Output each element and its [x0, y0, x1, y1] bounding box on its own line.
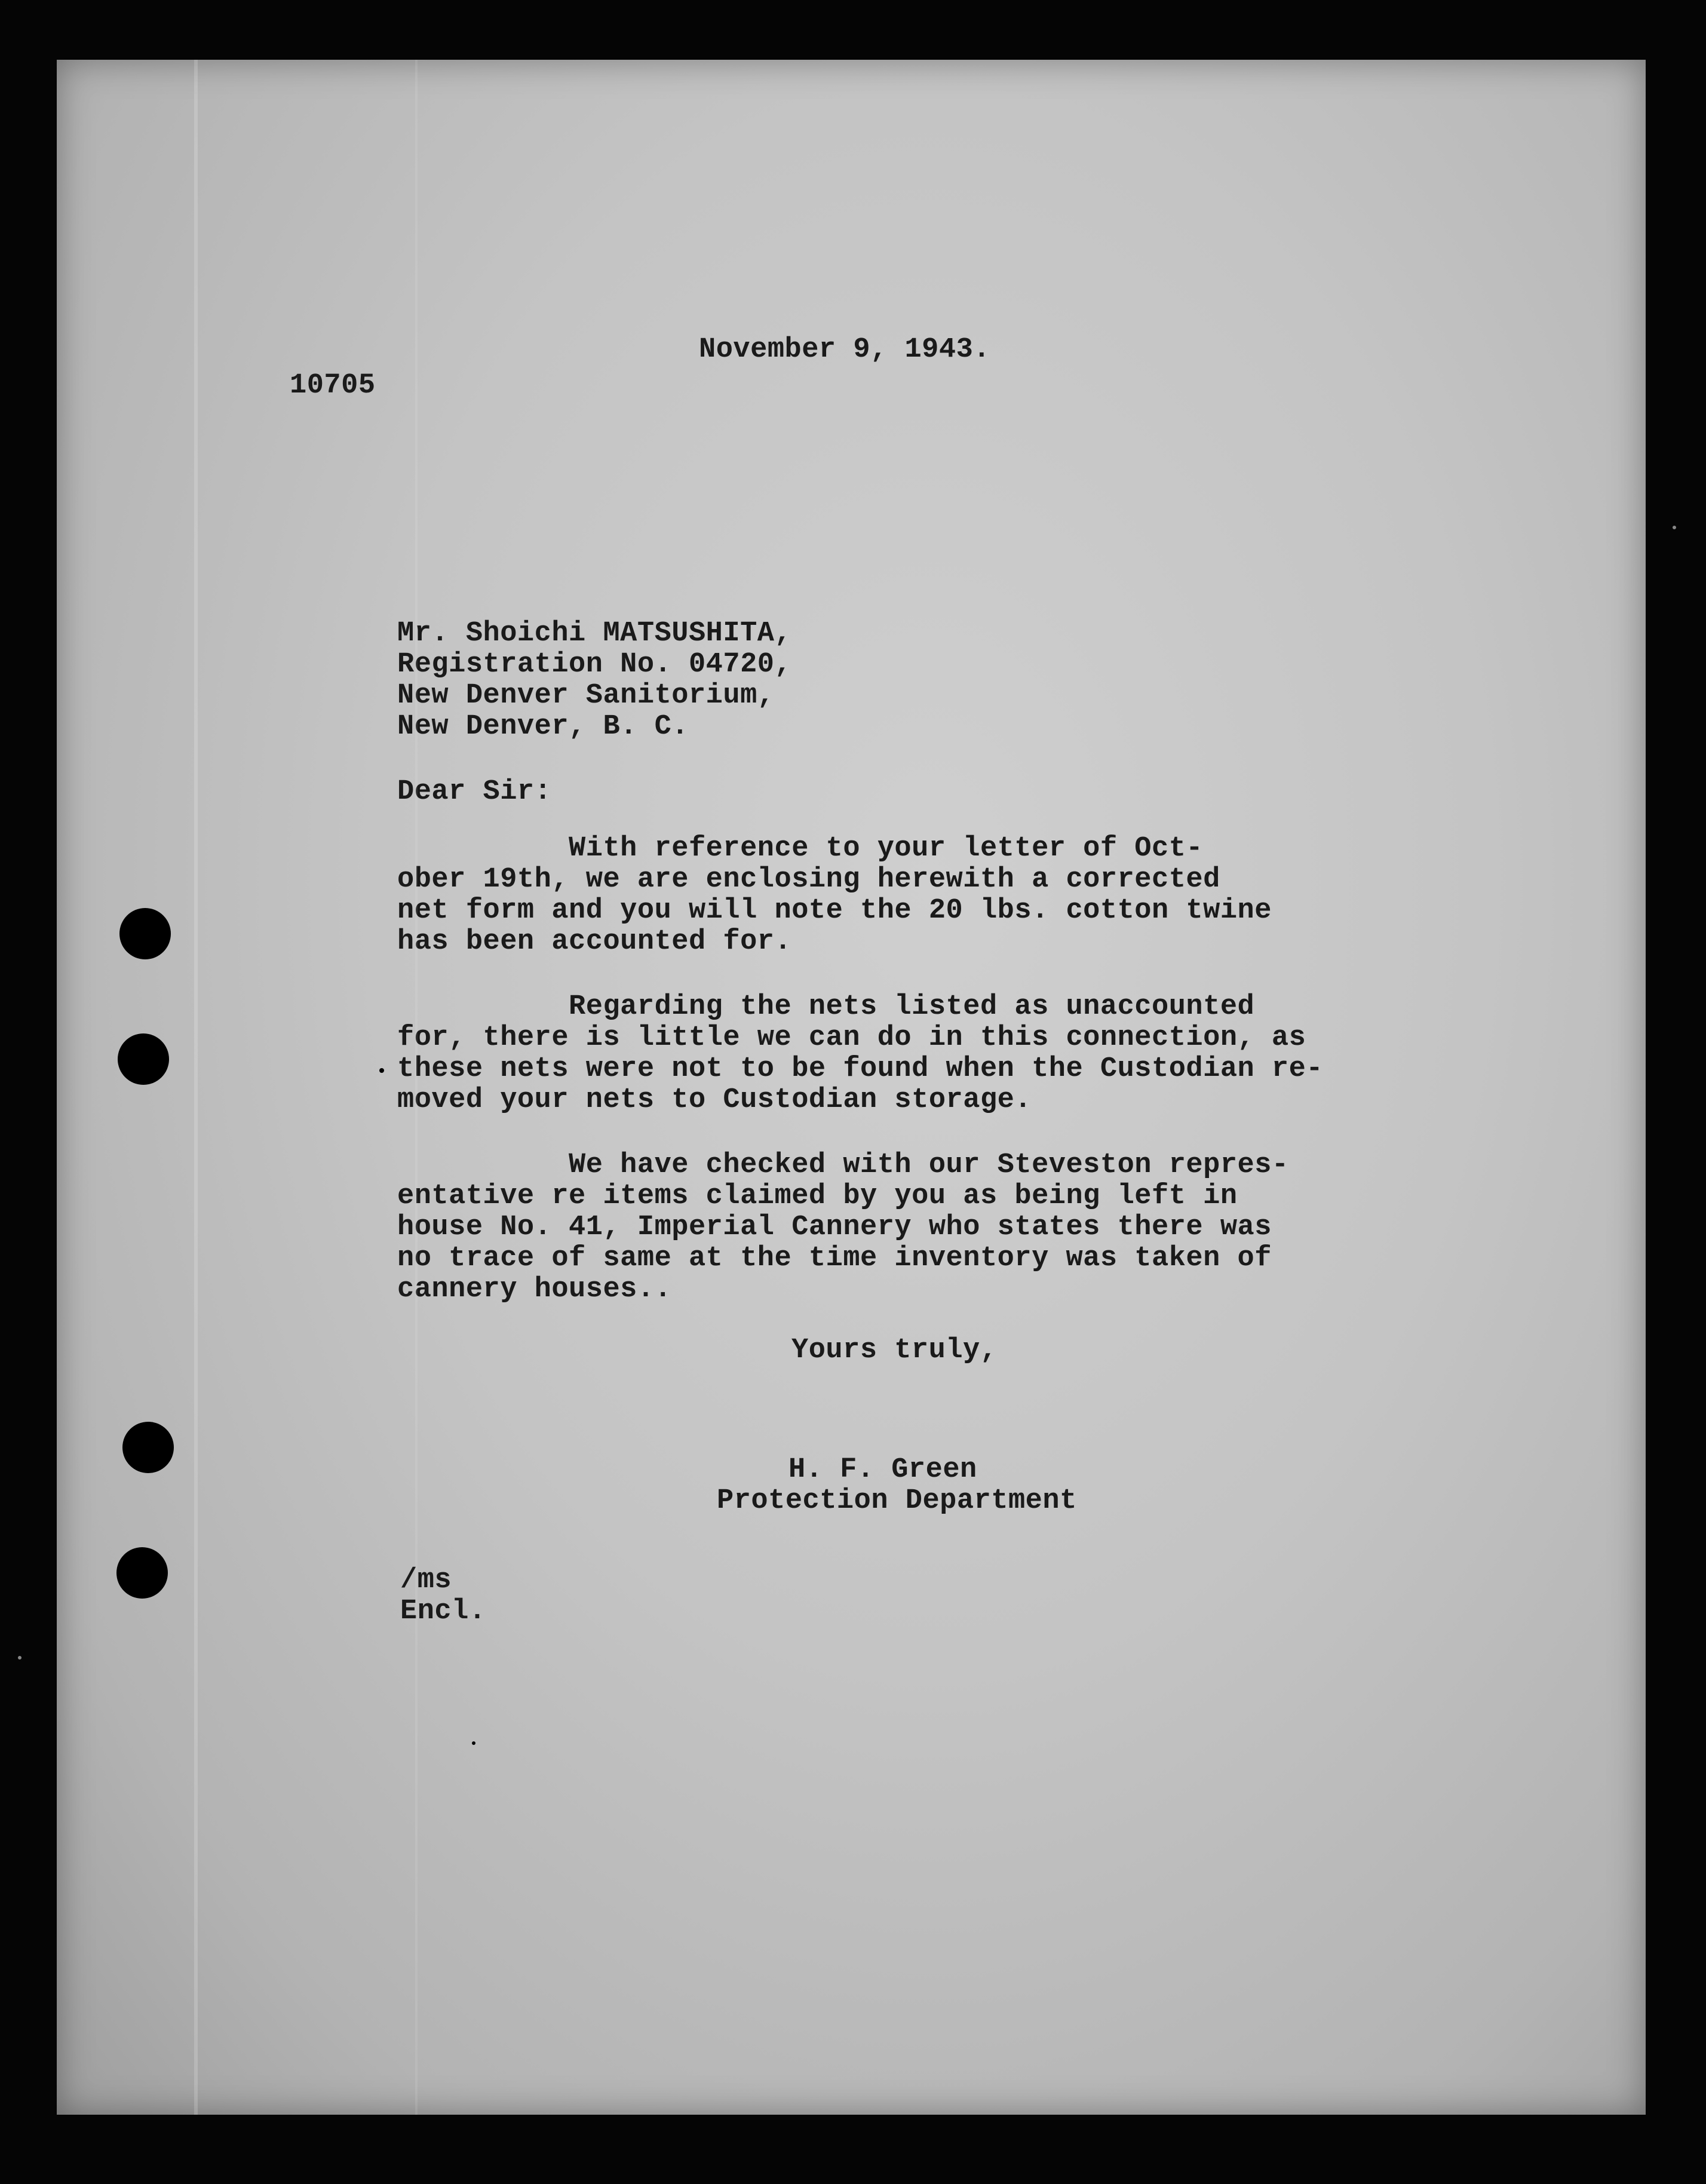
body-line: moved your nets to Custodian storage.: [397, 1084, 1032, 1116]
body-line: for, there is little we can do in this connection, as: [397, 1022, 1306, 1054]
closing: Yours truly,: [791, 1335, 998, 1366]
film-speck: [472, 1741, 475, 1745]
punch-hole: [116, 1547, 168, 1599]
recipient-line: Mr. Shoichi MATSUSHITA,: [397, 618, 792, 649]
punch-hole: [122, 1422, 174, 1473]
body-line: net form and you will note the 20 lbs. cotton twine: [397, 895, 1272, 927]
recipient-line: Registration No. 04720,: [397, 649, 792, 680]
film-speck: [18, 1656, 22, 1660]
body-line: has been accounted for.: [397, 926, 792, 958]
body-line: house No. 41, Imperial Cannery who states there was: [397, 1211, 1272, 1243]
recipient-line: New Denver Sanitorium,: [397, 680, 775, 711]
recipient-line: New Denver, B. C.: [397, 711, 689, 743]
body-line: ober 19th, we are enclosing herewith a corrected: [397, 864, 1220, 895]
letter-page: [57, 60, 1646, 2115]
body-line: We have checked with our Steveston repres-: [397, 1149, 1289, 1181]
typist-initials: /ms: [400, 1565, 452, 1596]
enclosure-note: Encl.: [400, 1596, 486, 1627]
body-line: cannery houses..: [397, 1274, 672, 1305]
body-line: entative re items claimed by you as being left in: [397, 1180, 1238, 1212]
film-speck: [379, 1068, 384, 1073]
film-speck: [1673, 526, 1676, 529]
file-number: 10705: [290, 370, 376, 401]
signatory-department: Protection Department: [717, 1485, 1077, 1517]
body-line: no trace of same at the time inventory was taken of: [397, 1243, 1272, 1274]
punch-hole: [119, 908, 171, 959]
body-line: Regarding the nets listed as unaccounted: [397, 991, 1255, 1023]
signatory-name: H. F. Green: [788, 1454, 977, 1486]
body-line: With reference to your letter of Oct-: [397, 833, 1204, 864]
letter-date: November 9, 1943.: [699, 334, 990, 366]
body-line: these nets were not to be found when the Custodian re-: [397, 1053, 1324, 1085]
salutation: Dear Sir:: [397, 776, 552, 808]
punch-hole: [118, 1033, 169, 1085]
